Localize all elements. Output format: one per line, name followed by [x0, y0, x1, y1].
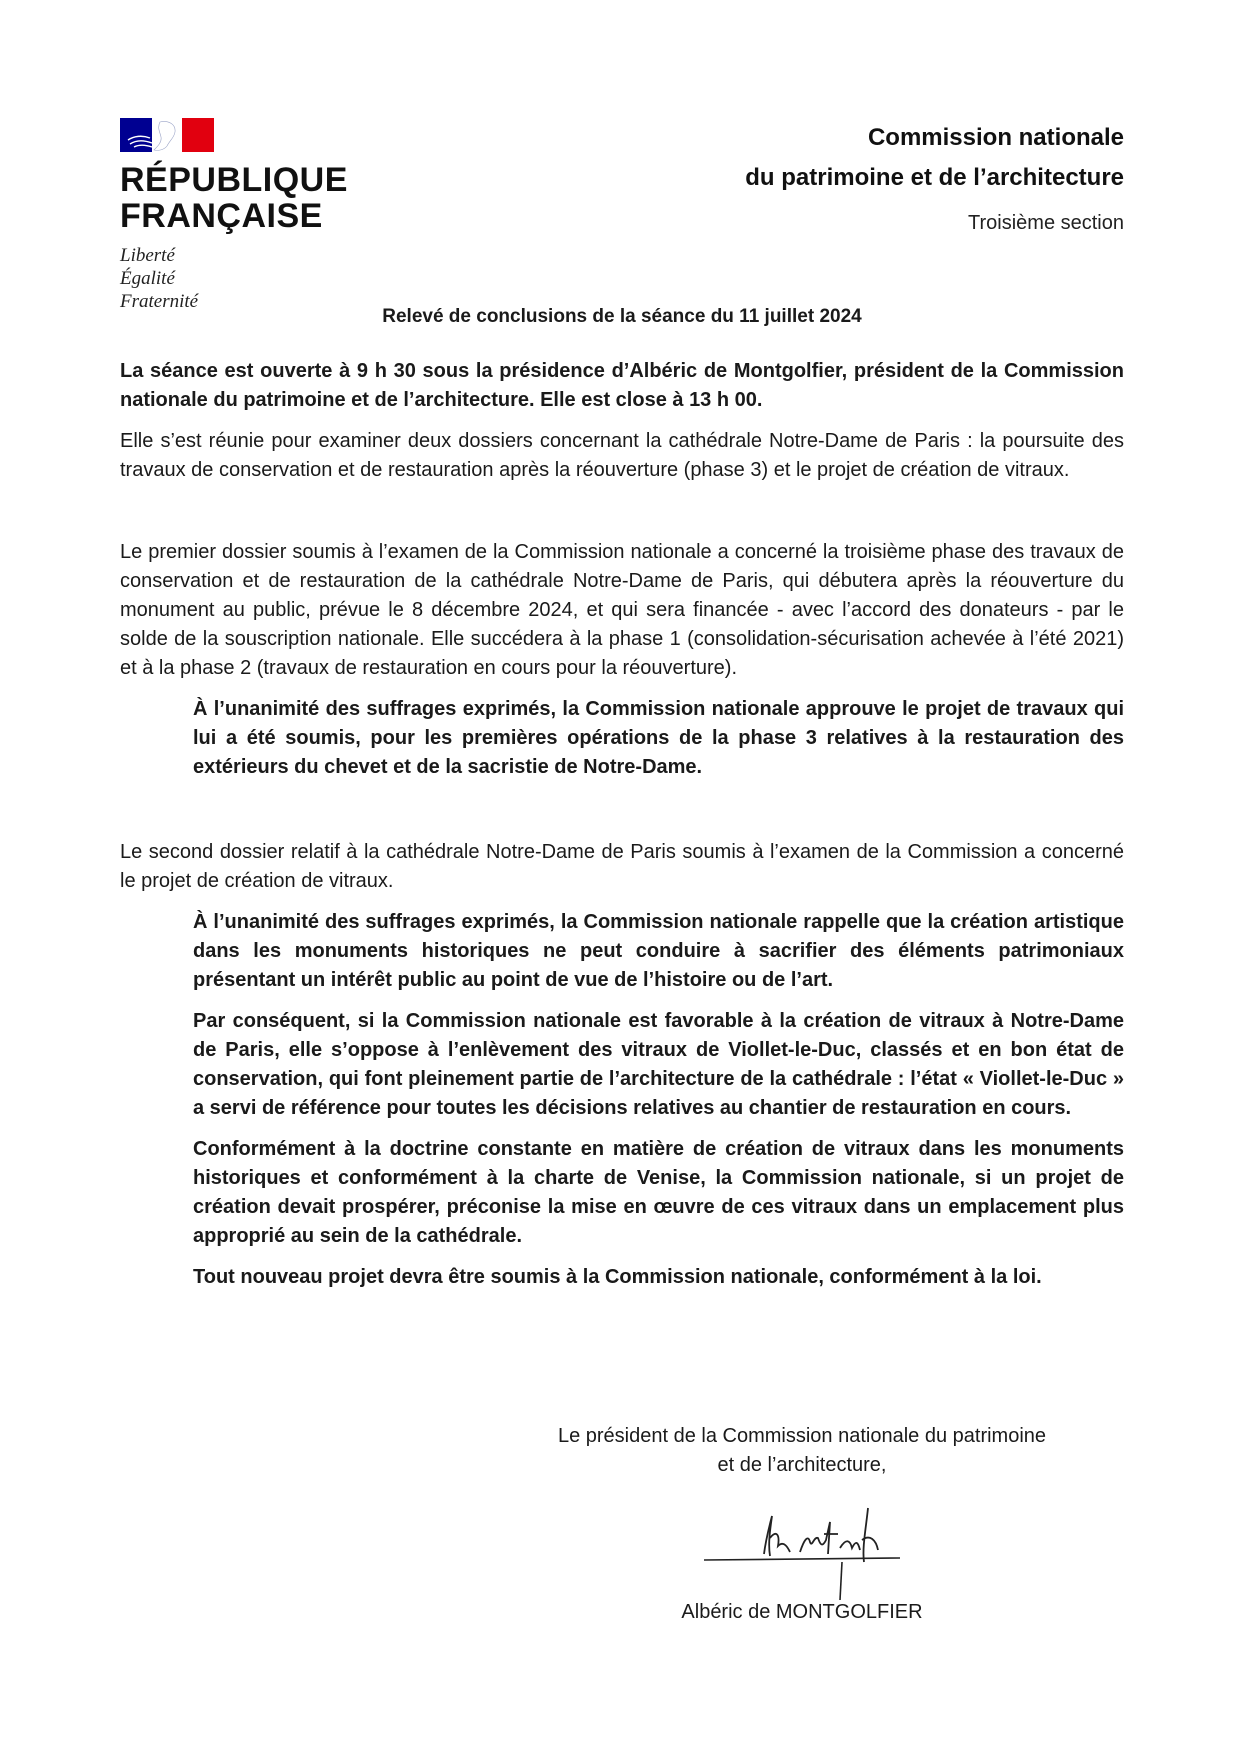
intro-paragraph: La séance est ouverte à 9 h 30 sous la présidence d’Albéric de Montgolfier, président de la Commission nationale du patrimoine et de l’architecture. Elle est close à 13 h 00. — [120, 360, 1124, 411]
decision1-paragraph: À l’unanimité des suffrages exprimés, la Commission nationale approuve le projet de travaux qui lui a été soumis, pour les premières opérations de la phase 3 relatives à la restauration des extérieurs du chevet et de la sacristie de Notre-Dame. — [193, 698, 1124, 778]
organization-name-line2: du patrimoine et de l’architecture — [745, 164, 1124, 191]
document-title: Relevé de conclusions de la séance du 11 juillet 2024 — [382, 306, 862, 327]
marianne-flag-icon — [120, 118, 214, 152]
motto-fraternite: Fraternité — [120, 291, 199, 312]
republic-name-line1: RÉPUBLIQUE — [120, 161, 348, 199]
motto-egalite: Égalité — [120, 268, 175, 289]
decision2d-paragraph: Tout nouveau projet devra être soumis à la Commission nationale, conformément à la loi. — [193, 1266, 1042, 1288]
republique-francaise-logo — [120, 118, 360, 313]
organization-name-line1: Commission nationale — [867, 124, 1124, 151]
purpose-paragraph: Elle s’est réunie pour examiner deux dossiers concernant la cathédrale Notre-Dame de Paris : la poursuite des travaux de conservation et de restauration après la réouverture (phase 3) et le projet de création de vitraux. — [120, 430, 1124, 481]
signature-block — [480, 1422, 1124, 1480]
republic-name-line2: FRANÇAISE — [120, 197, 323, 235]
decision2a-paragraph: À l’unanimité des suffrages exprimés, la Commission nationale rappelle que la création artistique dans les monuments historiques ne peut conduire à sacrifier des éléments patrimoniaux présentant un intérêt public au point de vue de l’histoire ou de l’art. — [193, 911, 1124, 991]
handwritten-signature — [700, 1478, 910, 1608]
document-body — [120, 357, 1124, 1292]
motto — [120, 244, 360, 313]
decision2b-paragraph: Par conséquent, si la Commission nationale est favorable à la création de vitraux à Notre-Dame de Paris, elle s’oppose à l’enlèvement des vitraux de Viollet-le-Duc, classés et en bon état de conservation, qui font pleinement partie de l’architecture de la cathédrale : l’état « Viollet-le-Duc » a servi de référence pour toutes les décisions relatives au chantier de restauration en cours. — [193, 1010, 1124, 1119]
decision2c-paragraph: Conformément à la doctrine constante en matière de création de vitraux dans les monuments historiques et conformément à la charte de Venise, la Commission nationale, si un projet de création devait prospérer, préconise la mise en œuvre de ces vitraux dans un emplacement plus approprié au sein de la cathédrale. — [193, 1138, 1124, 1247]
signer-name: Albéric de MONTGOLFIER — [681, 1601, 923, 1623]
organization-name — [745, 118, 1124, 198]
republic-name — [120, 162, 360, 234]
dossier1-paragraph: Le premier dossier soumis à l’examen de la Commission nationale a concerné la troisième phase des travaux de conservation et de restauration de la cathédrale Notre-Dame de Paris, qui débutera après la réouverture du monument au public, prévue le 8 décembre 2024, et qui sera financée - avec l’accord des donateurs - par le solde de la souscription nationale. Elle succédera à la phase 1 (consolidation-sécurisation achevée à l’été 2021) et à la phase 2 (travaux de restauration en cours pour la réouverture). — [120, 541, 1124, 679]
section-label: Troisième section — [968, 212, 1124, 234]
dossier2-paragraph: Le second dossier relatif à la cathédrale Notre-Dame de Paris soumis à l’examen de la Commission a concerné le projet de création de vitraux. — [120, 841, 1124, 892]
organization-header — [745, 118, 1124, 235]
signature-title-line2: et de l’architecture, — [717, 1454, 887, 1476]
signature-title-line1: Le président de la Commission nationale du patrimoine — [557, 1425, 1047, 1447]
motto-liberte: Liberté — [120, 245, 175, 266]
